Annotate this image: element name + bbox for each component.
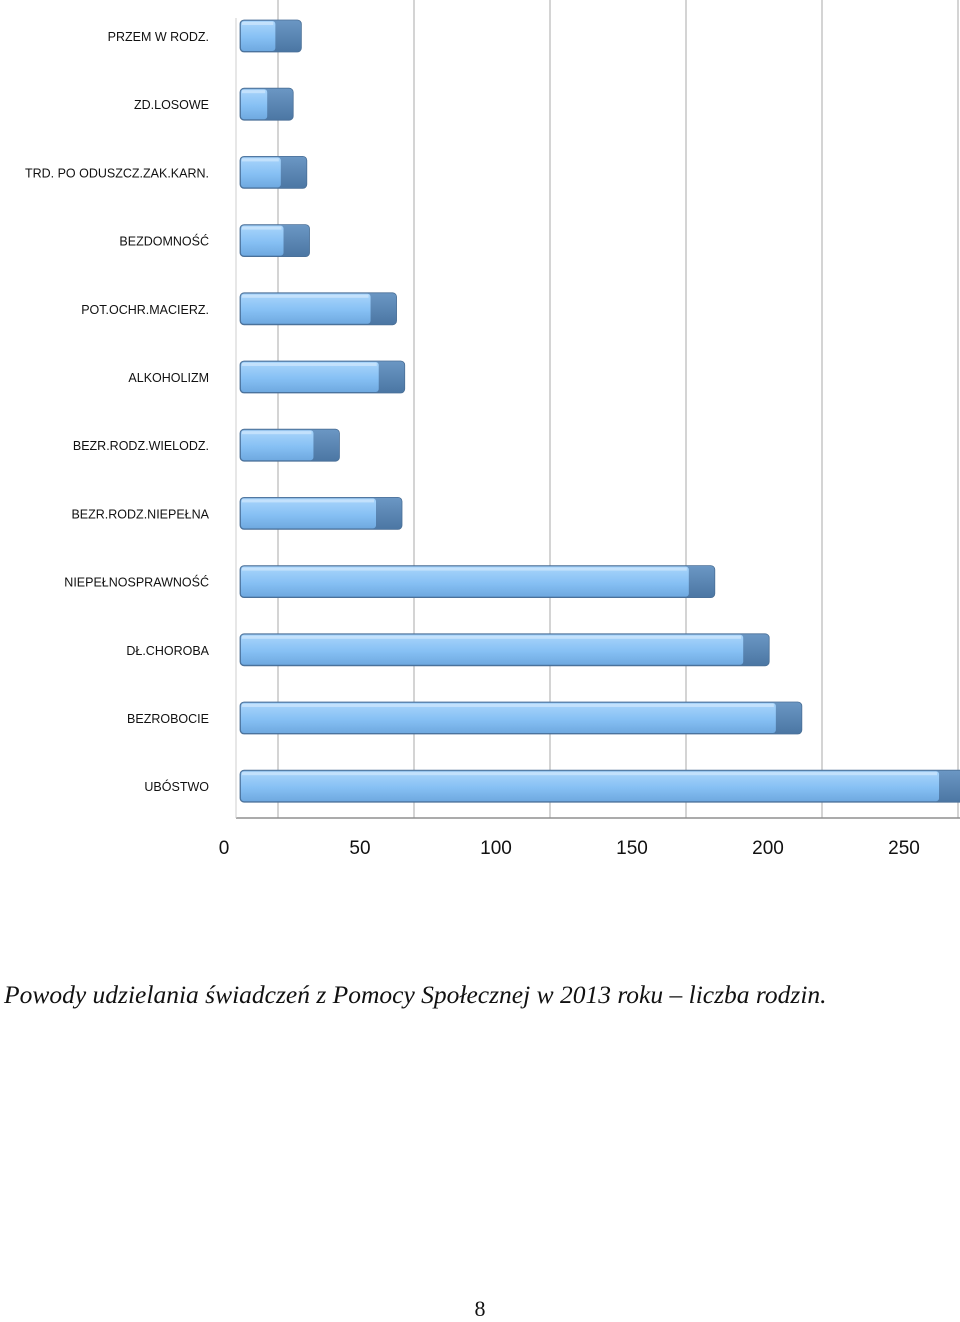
bar-front-8 [241,567,689,597]
bar-front-0 [241,21,275,51]
bar-front-6 [241,430,313,460]
bar-0 [240,20,301,52]
x-tick-3: 150 [616,838,648,859]
bar-9 [240,634,769,666]
category-label-7: BEZR.RODZ.NIEPEŁNA [71,507,209,522]
bar-front-9 [241,635,743,665]
bar-front-1 [241,89,267,119]
bar-front-3 [241,226,284,256]
bar-5 [240,361,405,393]
grid-lines [236,0,960,818]
category-label-11: UBÓSTWO [144,780,209,795]
bar-front-2 [241,157,281,187]
category-label-0: PRZEM W RODZ. [107,30,209,44]
x-tick-4: 200 [752,838,784,859]
x-tick-2: 100 [480,838,512,859]
category-label-9: DŁ.CHOROBA [126,643,209,658]
category-label-8: NIEPEŁNOSPRAWNOŚĆ [64,575,209,590]
x-tick-labels [219,838,920,859]
category-label-1: ZD.LOSOWE [133,98,209,113]
x-tick-5: 250 [888,838,920,859]
category-label-10: BEZROBOCIE [127,712,209,726]
bar-front-11 [241,771,939,801]
bar-front-4 [241,294,371,324]
bar-8 [240,566,715,598]
bar-highlight-3 [242,227,282,230]
category-label-6: BEZR.RODZ.WIELODZ. [72,439,209,454]
category-label-3: BEZDOMNOŚĆ [119,234,209,249]
bar-highlight-5 [242,363,377,366]
bar-3 [240,225,310,257]
bars [240,20,960,802]
bar-10 [240,702,802,734]
category-label-5: ALKOHOLIZM [128,371,209,385]
bar-11 [240,770,960,802]
bar-front-7 [241,498,376,528]
chart-caption: Powody udzielania świadczeń z Pomocy Społecznej w 2013 roku – liczba rodzin. [4,980,827,1009]
bar-highlight-4 [242,295,369,298]
bar-6 [240,429,339,461]
bar-highlight-8 [242,568,687,571]
page-number: 8 [474,1296,486,1321]
bar-highlight-6 [242,431,311,434]
bar-highlight-10 [242,704,774,707]
bar-highlight-9 [242,636,741,639]
bar-1 [240,88,293,120]
category-label-4: POT.OCHR.MACIERZ. [81,302,209,317]
category-label-2: TRD. PO ODUSZCZ.ZAK.KARN. [24,166,209,181]
bar-highlight-1 [242,90,265,93]
bar-highlight-2 [242,158,279,161]
x-tick-0: 0 [218,838,230,859]
bar-front-5 [241,362,379,392]
bar-highlight-7 [242,499,374,502]
bar-2 [240,156,307,188]
bar-highlight-11 [242,772,937,775]
bar-front-10 [241,703,776,733]
x-tick-1: 50 [349,838,371,859]
bar-4 [240,293,397,325]
category-labels [25,30,210,794]
bar-highlight-0 [242,22,273,25]
bar-7 [240,497,402,529]
